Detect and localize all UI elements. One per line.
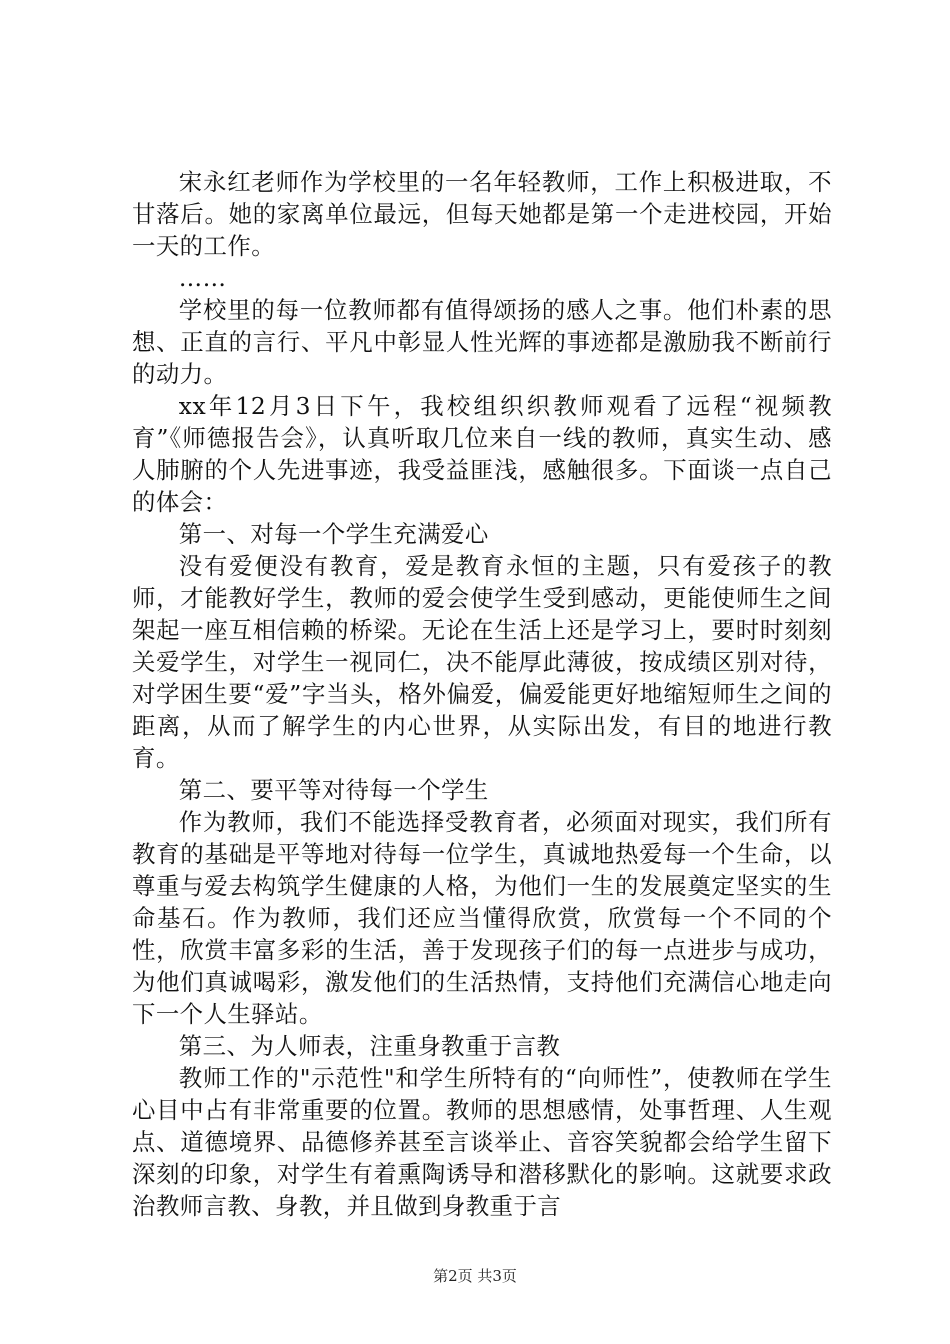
paragraph-ellipsis: ……: [178, 264, 227, 292]
paragraph-teachers-deeds: 学校里的每一位教师都有值得颂扬的感人之事。他们朴素的思想、正直的言行、平凡中彰显人性光辉的事迹都是激励我不断前行的动力。: [132, 296, 832, 388]
page-number-footer: 第2页 共3页: [433, 1267, 517, 1285]
heading-point-three: 第三、为人师表，注重身教重于言教: [178, 1032, 561, 1060]
heading-point-one: 第一、对每一个学生充满爱心: [178, 520, 489, 548]
paragraph-intro-teacher: 宋永红老师作为学校里的一名年轻教师，工作上积极进取，不甘落后。她的家离单位最远，但每天她都是第一个走进校园，开始一天的工作。: [132, 168, 832, 260]
paragraph-point-three: 教师工作的"示范性"和学生所特有的“向师性”，使教师在学生心目中占有非常重要的位置。教师的思想感情，处事哲理、人生观点、道德境界、品德修养甚至言谈举止、音容笑貌都会给学生留下深刻的印象，对学生有着熏陶诱导和潜移默化的影响。这就要求政治教师言教、身教，并且做到身教重于言: [132, 1064, 832, 1220]
heading-point-two: 第二、要平等对待每一个学生: [178, 776, 489, 804]
document-body: [132, 166, 832, 1222]
paragraph-report-meeting: xx年12月3日下午，我校组织织教师观看了远程“视频教育”《师德报告会》，认真听取几位来自一线的教师，真实生动、感人肺腑的个人先进事迹，我受益匪浅，感触很多。下面谈一点自己的体会：: [132, 392, 832, 516]
paragraph-point-one: 没有爱便没有教育，爱是教育永恒的主题，只有爱孩子的教师，才能教好学生，教师的爱会使学生受到感动，更能使师生之间架起一座互相信赖的桥梁。无论在生活上还是学习上，要时时刻刻关爱学生，对学生一视同仁，决不能厚此薄彼，按成绩区别对待，对学困生要“爱”字当头，格外偏爱，偏爱能更好地缩短师生之间的距离，从而了解学生的内心世界，从实际出发，有目的地进行教育。: [132, 552, 832, 772]
paragraph-point-two: 作为教师，我们不能选择受教育者，必须面对现实，我们所有教育的基础是平等地对待每一位学生，真诚地热爱每一个生命，以尊重与爱去构筑学生健康的人格，为他们一生的发展奠定坚实的生命基石。作为教师，我们还应当懂得欣赏，欣赏每一个不同的个性，欣赏丰富多彩的生活，善于发现孩子们的每一点进步与成功，为他们真诚喝彩，激发他们的生活热情，支持他们充满信心地走向下一个人生驿站。: [132, 808, 832, 1028]
